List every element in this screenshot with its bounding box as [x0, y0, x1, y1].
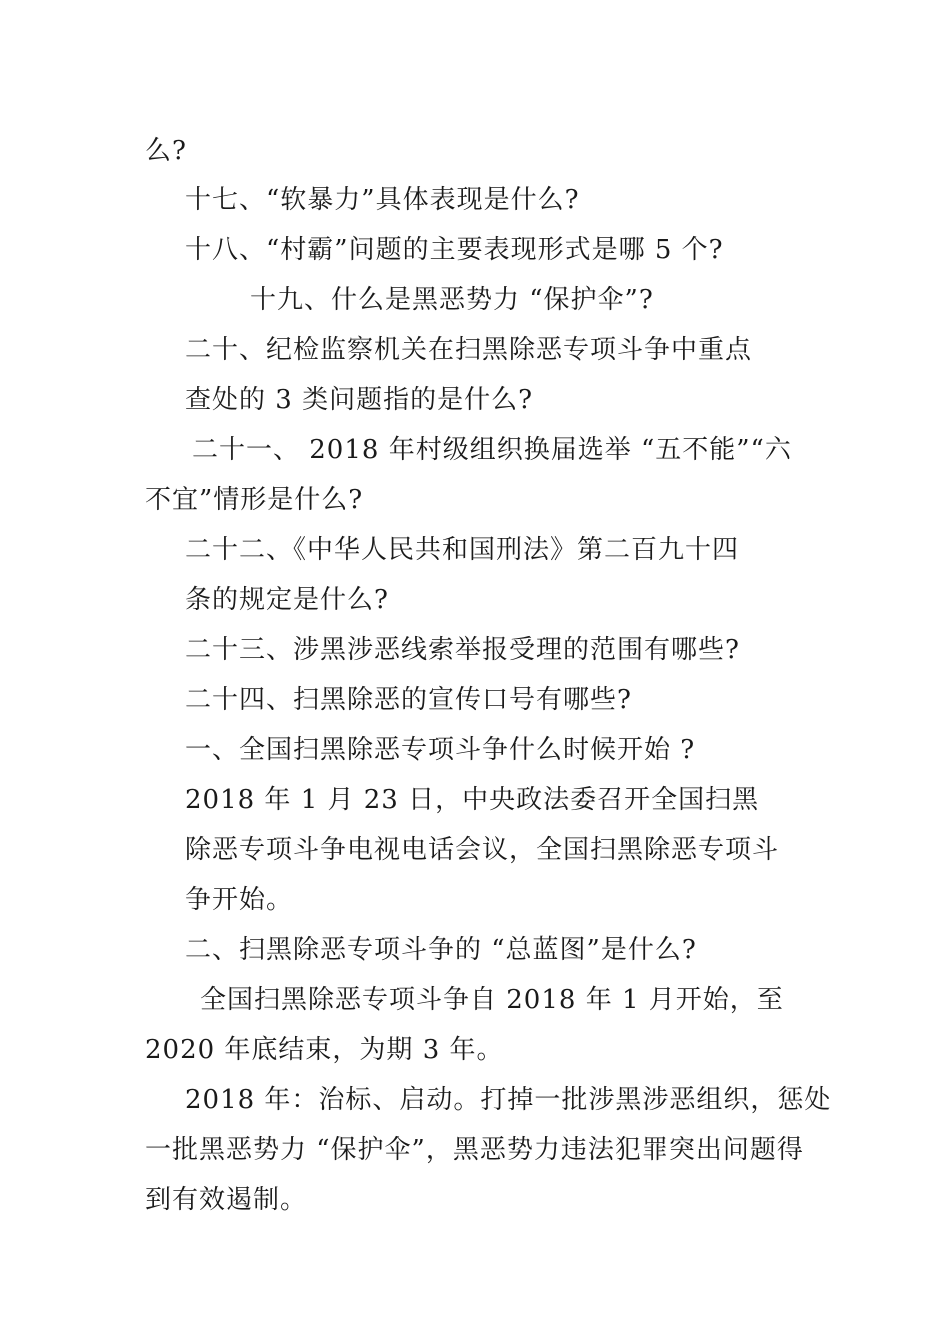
text-line-14: 2018 年 1 月 23 日，中央政法委召开全国扫黑 [185, 785, 760, 815]
text-line-7: 二十一、 2018 年村级组织换届选举 “五不能”“六 [192, 435, 792, 465]
text-line-17: 二、扫黑除恶专项斗争的 “总蓝图”是什么? [185, 935, 697, 965]
text-line-15: 除恶专项斗争电视电话会议，全国扫黑除恶专项斗 [185, 835, 780, 865]
text-line-10: 条的规定是什么? [185, 585, 389, 615]
text-line-9: 二十二、《中华人民共和国刑法》第二百九十四 [185, 535, 740, 565]
text-line-8: 不宜”情形是什么? [145, 485, 364, 515]
text-line-3: 十八、“村霸”问题的主要表现形式是哪 5 个? [185, 235, 724, 265]
text-line-5: 二十、纪检监察机关在扫黑除恶专项斗争中重点 [185, 335, 753, 365]
text-line-1: 么? [145, 136, 187, 166]
text-line-20: 2018 年：治标、启动。打掉一批涉黑涉恶组织，惩处 [185, 1085, 832, 1115]
text-line-6: 查处的 3 类问题指的是什么? [185, 385, 534, 415]
text-line-18: 全国扫黑除恶专项斗争自 2018 年 1 月开始，至 [200, 985, 784, 1015]
text-line-4: 十九、什么是黑恶势力 “保护伞”? [250, 285, 654, 315]
text-line-2: 十七、“软暴力”具体表现是什么? [185, 185, 580, 215]
text-line-12: 二十四、扫黑除恶的宣传口号有哪些? [185, 685, 632, 715]
text-line-13: 一、全国扫黑除恶专项斗争什么时候开始 ? [185, 735, 696, 765]
text-line-16: 争开始。 [185, 885, 294, 915]
text-line-19: 2020 年底结束，为期 3 年。 [145, 1035, 504, 1065]
text-line-22: 到有效遏制。 [145, 1185, 308, 1215]
text-line-11: 二十三、涉黑涉恶线索举报受理的范围有哪些? [185, 635, 740, 665]
text-line-21: 一批黑恶势力 “保护伞”，黑恶势力违法犯罪突出问题得 [145, 1135, 804, 1165]
